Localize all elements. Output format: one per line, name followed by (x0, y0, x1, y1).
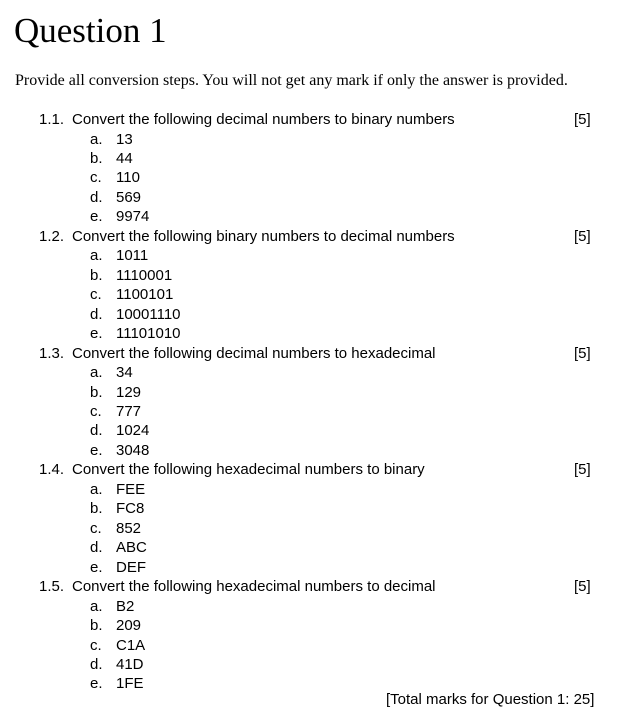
item-letter: c. (90, 286, 102, 304)
item-value: 13 (116, 130, 133, 148)
item-letter: b. (90, 500, 103, 518)
list-item (0, 383, 643, 402)
item-letter: a. (90, 480, 103, 498)
item-letter: b. (90, 149, 103, 167)
question-marks: [5] (574, 578, 591, 596)
total-marks-note: [Total marks for Question 1: 25] (386, 691, 595, 708)
question-heading (0, 577, 643, 597)
item-value: B2 (116, 597, 135, 615)
question-items (0, 480, 643, 577)
list-item (0, 246, 643, 265)
list-item (0, 207, 643, 226)
list-item (0, 285, 643, 304)
question-items (0, 130, 643, 227)
item-value: DEF (116, 558, 146, 576)
item-letter: b. (90, 383, 103, 401)
item-value: 1024 (116, 422, 150, 440)
list-item (0, 266, 643, 285)
item-letter: c. (90, 402, 102, 420)
list-item (0, 188, 643, 207)
item-value: 209 (116, 617, 142, 635)
list-item (0, 402, 643, 421)
item-value: C1A (116, 636, 146, 654)
item-value: 1011 (116, 247, 149, 265)
list-item (0, 441, 643, 460)
item-value: 34 (116, 364, 133, 382)
question-marks: [5] (574, 461, 591, 479)
question-block (0, 577, 643, 694)
item-letter: b. (90, 266, 103, 284)
list-item (0, 305, 643, 324)
item-letter: d. (90, 656, 103, 673)
item-letter: a. (90, 597, 103, 615)
item-value: ABC (116, 539, 147, 557)
list-item (0, 324, 643, 343)
item-value: 777 (116, 402, 142, 420)
item-letter: d. (90, 539, 103, 557)
item-value: 3048 (116, 441, 150, 459)
question-text: Convert the following decimal numbers to hexadecimal (72, 344, 436, 362)
page-title: Question 1 (14, 11, 167, 50)
list-item (0, 558, 643, 577)
question-block (0, 110, 643, 227)
list-item (0, 597, 643, 616)
item-value: 10001110 (116, 305, 181, 323)
list-item (0, 519, 643, 538)
question-heading (0, 110, 643, 130)
question-marks: [5] (574, 111, 591, 128)
item-letter: b. (90, 617, 103, 635)
question-list (0, 110, 643, 694)
item-letter: d. (90, 305, 103, 323)
question-text: Convert the following binary numbers to decimal numbers (72, 227, 455, 245)
item-value: 41D (116, 656, 144, 673)
list-item (0, 499, 643, 518)
item-letter: e. (90, 558, 103, 576)
list-item (0, 363, 643, 382)
item-value: 44 (116, 149, 133, 167)
item-letter: e. (90, 325, 103, 343)
question-text: Convert the following decimal numbers to binary numbers (72, 111, 455, 128)
question-heading (0, 460, 643, 480)
item-letter: e. (90, 675, 103, 693)
list-item (0, 421, 643, 440)
question-text: Convert the following hexadecimal numbers to decimal (72, 578, 436, 596)
instructions-text: Provide all conversion steps. You will not get any mark if only the answer is provided. (15, 72, 568, 89)
question-items (0, 597, 643, 694)
question-block (0, 344, 643, 461)
question-items (0, 363, 643, 460)
question-number: 1.4. (39, 461, 65, 479)
item-value: FC8 (116, 500, 145, 518)
item-value: 11101010 (116, 325, 181, 343)
question-heading (0, 227, 643, 247)
list-item (0, 636, 643, 655)
item-letter: c. (90, 169, 102, 187)
item-letter: c. (90, 636, 102, 654)
question-text: Convert the following hexadecimal numbers to binary (72, 461, 425, 479)
item-letter: a. (90, 130, 103, 148)
list-item (0, 616, 643, 635)
list-item (0, 480, 643, 499)
item-value: 1FE (116, 675, 144, 693)
item-letter: d. (90, 422, 103, 440)
question-block (0, 227, 643, 344)
question-number: 1.1. (39, 111, 65, 128)
question-marks: [5] (574, 227, 591, 245)
question-number: 1.2. (39, 227, 65, 245)
item-value: 1100101 (116, 286, 174, 304)
question-heading (0, 344, 643, 364)
item-value: 9974 (116, 208, 150, 226)
item-value: 1110001 (116, 266, 173, 284)
list-item (0, 168, 643, 187)
item-value: 110 (116, 169, 140, 187)
item-letter: d. (90, 188, 103, 206)
item-letter: a. (90, 364, 103, 382)
list-item (0, 149, 643, 168)
list-item (0, 655, 643, 674)
item-letter: a. (90, 247, 103, 265)
item-value: 852 (116, 519, 142, 537)
question-marks: [5] (574, 344, 591, 362)
item-value: FEE (116, 480, 146, 498)
item-letter: c. (90, 519, 102, 537)
question-number: 1.3. (39, 344, 65, 362)
list-item (0, 538, 643, 557)
list-item (0, 130, 643, 149)
question-block (0, 460, 643, 577)
item-letter: e. (90, 208, 103, 226)
item-letter: e. (90, 441, 103, 459)
item-value: 569 (116, 188, 142, 206)
item-value: 129 (116, 383, 142, 401)
question-items (0, 246, 643, 343)
question-number: 1.5. (39, 578, 65, 596)
